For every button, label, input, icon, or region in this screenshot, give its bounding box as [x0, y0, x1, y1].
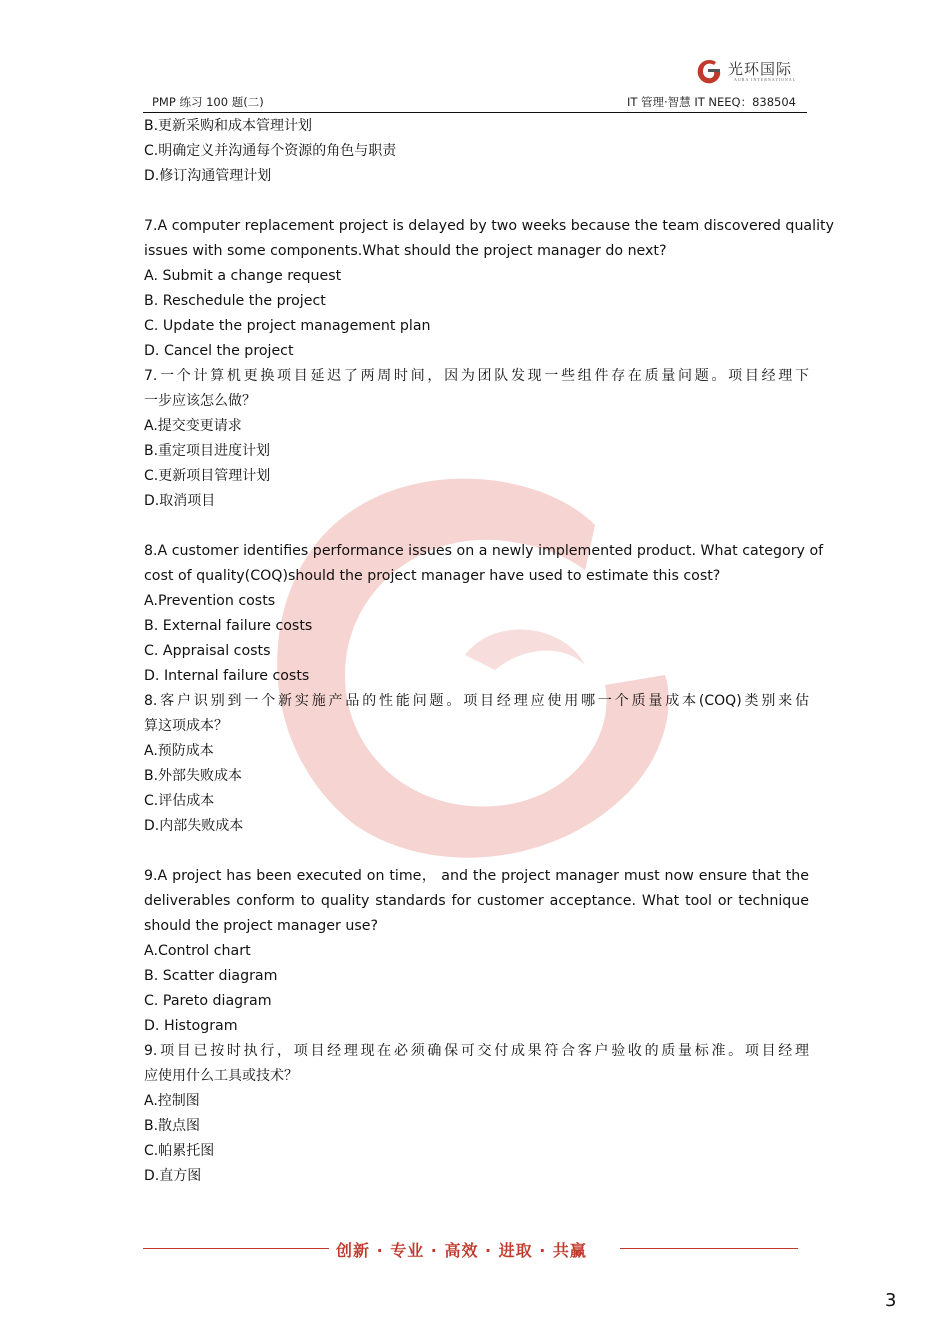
answer-option: C.更新项目管理计划: [144, 468, 271, 484]
question-text-line: 一步应该怎么做？: [144, 393, 256, 409]
answer-option: A.控制图: [144, 1093, 200, 1109]
header-company-info: IT 管理·智慧 IT NEEQ：838504: [626, 95, 796, 109]
answer-option: B.重定项目进度计划: [144, 443, 271, 459]
answer-option: A.Prevention costs: [144, 593, 276, 609]
answer-option: A.Control chart: [144, 943, 251, 959]
brand-name: 光环国际: [728, 60, 793, 78]
answer-option: A. Submit a change request: [144, 268, 342, 284]
blank-line: [144, 839, 809, 864]
question-text-line: 算这项成本？: [144, 718, 228, 734]
header-divider: [143, 112, 807, 113]
question-text-line: should the project manager use?: [144, 918, 378, 934]
question-text-line: 应使用什么工具或技术？: [144, 1068, 298, 1084]
answer-option: A.提交变更请求: [144, 418, 242, 434]
question-text-line: issues with some components.What should the project manager do next?: [144, 243, 667, 259]
answer-option: C. Update the project management plan: [144, 318, 431, 334]
answer-option: D.直方图: [144, 1168, 202, 1184]
question-text-line: cost of quality(COQ)should the project manager have used to estimate this cost?: [144, 568, 721, 584]
answer-option: B. Scatter diagram: [144, 968, 278, 984]
question-content: [144, 114, 834, 1189]
blank-line: [144, 514, 809, 539]
question-text-line: 7.一个计算机更换项目延迟了两周时间，因为团队发现一些组件存在质量问题。项目经理下: [144, 368, 809, 384]
answer-option: D. Cancel the project: [144, 343, 294, 359]
answer-option: C. Pareto diagram: [144, 993, 272, 1009]
text-line: B.更新采购和成本管理计划: [144, 118, 313, 134]
answer-option: C. Appraisal costs: [144, 643, 271, 659]
blank-line: [144, 189, 809, 214]
page-number: 3: [885, 1290, 897, 1311]
brand-subtitle: AURA INTERNATIONAL: [734, 77, 797, 82]
question-text-line: 8.客户识别到一个新实施产品的性能问题。项目经理应使用哪一个质量成本(COQ)类别来估: [144, 693, 809, 709]
answer-option: B.外部失败成本: [144, 768, 243, 784]
text-line: D.修订沟通管理计划: [144, 168, 272, 184]
footer-rule-right: [620, 1248, 798, 1249]
question-text-line: 7.A computer replacement project is delayed by two weeks because the team discovered quality: [144, 218, 834, 234]
answer-option: B. Reschedule the project: [144, 293, 326, 309]
answer-option: D. Histogram: [144, 1018, 238, 1034]
answer-option: C.评估成本: [144, 793, 215, 809]
question-text-line: 8.A customer identifies performance issues on a newly implemented product. What category of: [144, 543, 824, 559]
footer-rule-left: [143, 1248, 329, 1249]
answer-option: D.取消项目: [144, 493, 216, 509]
answer-option: A.预防成本: [144, 743, 214, 759]
answer-option: D.内部失败成本: [144, 818, 244, 834]
question-text-line: 9.项目已按时执行，项目经理现在必须确保可交付成果符合客户验收的质量标准。项目经理: [144, 1043, 809, 1059]
answer-option: D. Internal failure costs: [144, 668, 310, 684]
answer-option: B. External failure costs: [144, 618, 313, 634]
footer-slogan: 创新 · 专业 · 高效 · 进取 · 共赢: [336, 1241, 587, 1260]
text-line: C.明确定义并沟通每个资源的角色与职责: [144, 143, 397, 159]
header-title: PMP 练习 100 题(二): [152, 95, 264, 109]
question-text-line: 9.A project has been executed on time， and the project manager must now ensure that the: [144, 868, 809, 884]
answer-option: C.帕累托图: [144, 1143, 215, 1159]
question-text-line: deliverables conform to quality standards for customer acceptance. What tool or technique: [144, 893, 809, 909]
answer-option: B.散点图: [144, 1118, 201, 1134]
